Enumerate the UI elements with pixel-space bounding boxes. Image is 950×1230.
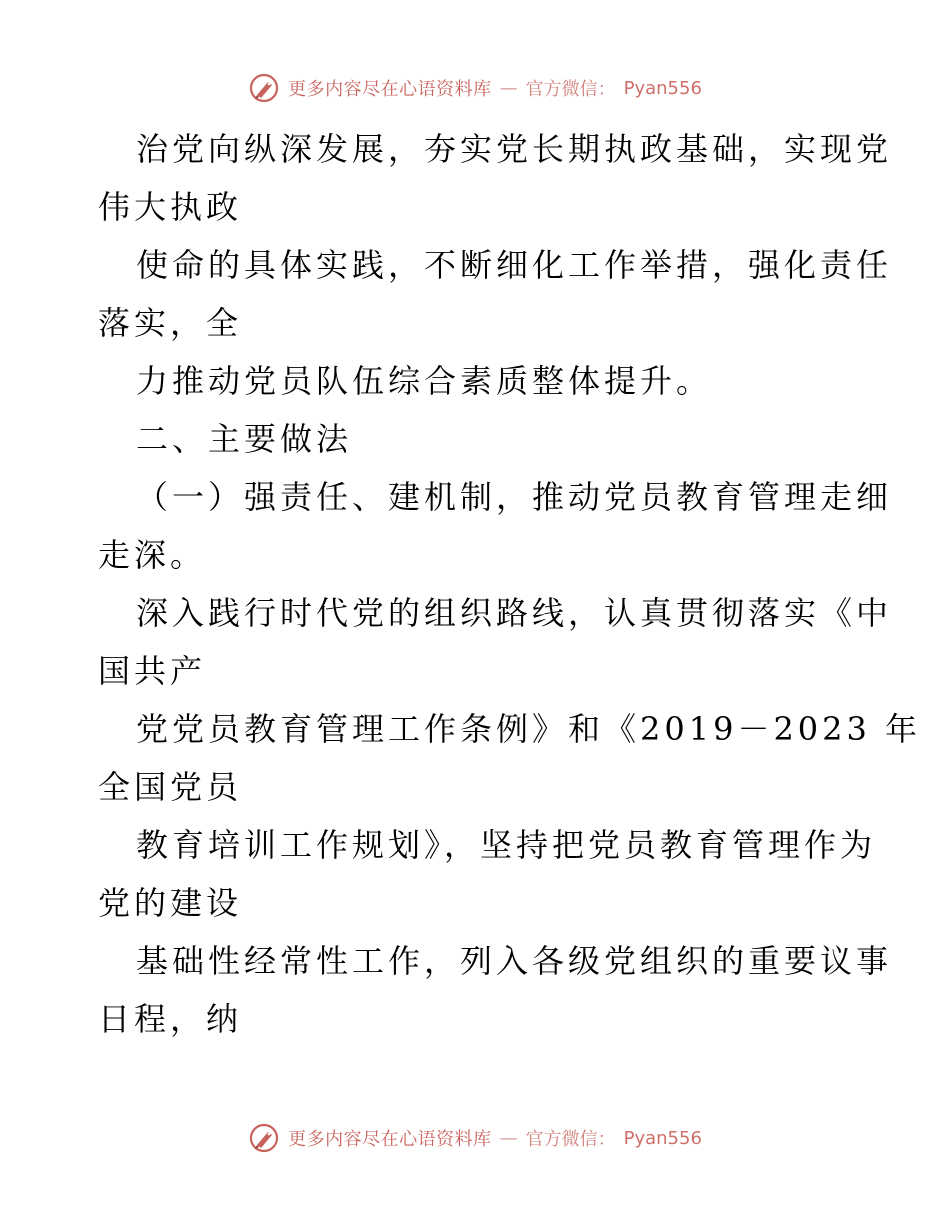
document-body	[98, 120, 922, 1048]
pen-nib-logo-icon	[248, 72, 280, 104]
subsection-heading: （一）强责任、建机制，推动党员教育管理走细	[136, 478, 893, 516]
body-line: 日程，纳	[98, 1000, 243, 1038]
body-line: 落实，全	[98, 304, 243, 342]
body-line: 走深。	[98, 536, 207, 574]
body-line: 国共产	[98, 652, 207, 690]
body-line: 使命的具体实践，不断细化工作举措，强化责任	[136, 246, 893, 284]
body-line: 伟大执政	[98, 188, 243, 226]
watermark-label: 官方微信：	[525, 79, 616, 100]
body-line: 全国党员	[98, 768, 243, 806]
section-heading: 二、主要做法	[136, 420, 353, 458]
watermark-site-text: 更多内容尽在心语资料库	[288, 79, 492, 100]
watermark-account: Pyan556	[623, 1127, 702, 1149]
watermark-dash: —	[499, 77, 518, 99]
footer-watermark	[0, 1118, 950, 1158]
watermark-account: Pyan556	[623, 77, 702, 99]
body-line: 教育培训工作规划》，坚持把党员教育管理作为	[136, 826, 877, 864]
body-line: 党党员教育管理工作条例》和《2019－2023 年	[136, 710, 922, 748]
header-watermark	[0, 68, 950, 108]
pen-nib-logo-icon	[248, 1122, 280, 1154]
watermark-dash: —	[499, 1127, 518, 1149]
body-line: 党的建设	[98, 884, 243, 922]
body-line: 基础性经常性工作，列入各级党组织的重要议事	[136, 942, 893, 980]
body-line: 深入践行时代党的组织路线，认真贯彻落实《中	[136, 594, 893, 632]
watermark-label: 官方微信：	[525, 1129, 616, 1150]
body-line: 力推动党员队伍综合素质整体提升。	[136, 362, 713, 400]
body-line: 治党向纵深发展，夯实党长期执政基础，实现党	[136, 130, 893, 168]
watermark-site-text: 更多内容尽在心语资料库	[288, 1129, 492, 1150]
